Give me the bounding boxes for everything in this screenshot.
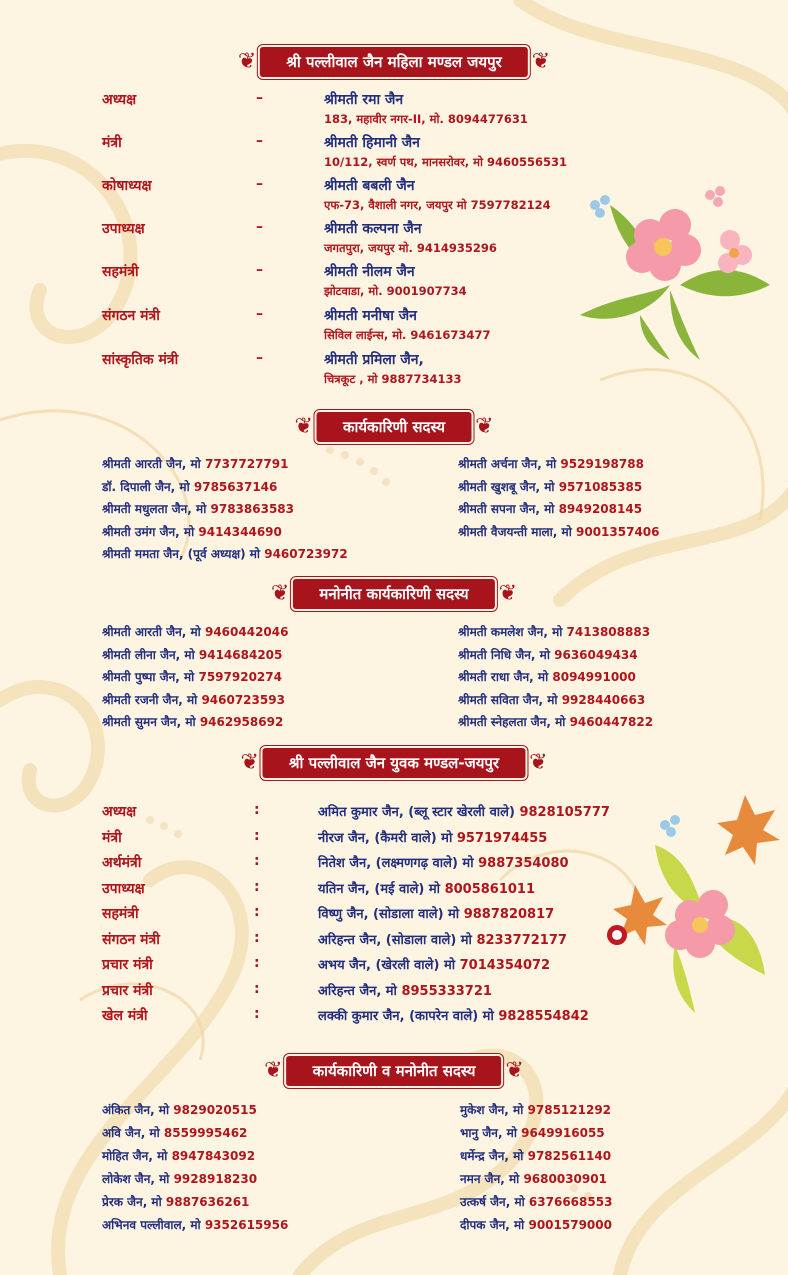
yuvak-officer-row <box>0 828 788 852</box>
section-title: श्री पल्लीवाल जैन महिला मण्डल जयपुर <box>260 47 527 77</box>
officer-role: सहमंत्री <box>102 264 139 280</box>
member-phone: 7413808883 <box>566 625 651 639</box>
member-entry <box>102 478 277 495</box>
section-banner-karyakarini-manonit <box>260 1053 528 1089</box>
officer-role: प्रचार मंत्री <box>102 982 153 999</box>
member-entry <box>102 455 288 472</box>
ornament-right-icon: ❦ <box>475 414 494 439</box>
member-entry <box>458 623 650 640</box>
ornament-right-icon: ❦ <box>498 581 518 606</box>
flower-bouquet-illustration <box>570 165 780 365</box>
member-entry <box>102 646 282 663</box>
member-entry <box>460 1101 611 1118</box>
officer-name <box>318 904 554 922</box>
officer-name <box>318 955 550 973</box>
separator: : <box>254 827 260 844</box>
member-name: श्रीमती पुष्पा जैन, मो <box>102 670 195 684</box>
member-phone: 9785121292 <box>527 1103 612 1117</box>
member-entry <box>458 646 638 663</box>
member-name: श्रीमती अर्चना जैन, मो <box>458 457 557 471</box>
officer-address: जगतपुरा, जयपुर मो. 9414935296 <box>324 241 497 255</box>
member-name: उत्कर्ष जैन, मो <box>460 1195 525 1209</box>
section-title: श्री पल्लीवाल जैन युवक मण्डल-जयपुर <box>263 748 525 778</box>
officer-role: सांस्कृतिक मंत्री <box>102 352 179 368</box>
officer-address: सिविल लाईन्स, मो. 9461673477 <box>324 328 491 342</box>
separator: – <box>256 90 263 106</box>
member-name: धर्मेन्द्र जैन, मो <box>460 1149 524 1163</box>
officer-phone: 9887354080 <box>478 856 569 871</box>
member-name: दीपक जैन, मो <box>460 1218 525 1232</box>
officer-address: 10/112, स्वर्ण पथ, मानसरोवर, मो 9460556531 <box>324 155 568 169</box>
officer-role: खेल मंत्री <box>102 1008 148 1024</box>
member-entry <box>460 1147 611 1164</box>
member-phone: 9001579000 <box>528 1218 612 1232</box>
member-phone: 8947843092 <box>171 1149 256 1163</box>
section-banner-mahila-mandal <box>234 44 554 80</box>
member-name: नमन जैन, मो <box>460 1172 520 1186</box>
officer-address: एफ-73, वैशाली नगर, जयपुर मो 7597782124 <box>324 198 551 212</box>
separator: – <box>256 350 263 366</box>
officer-role: उपाध्यक्ष <box>102 221 145 237</box>
officer-name: श्रीमती कल्पना जैन <box>324 221 422 237</box>
officer-name-text: अरिहन्त जैन, (सोडाला वाले) मो <box>318 932 472 948</box>
separator: : <box>254 802 260 818</box>
member-name: श्रीमती स्नेहलता जैन, मो <box>458 715 566 729</box>
member-phone: 9783863583 <box>210 502 294 516</box>
member-name: श्रीमती रजनी जैन, मो <box>102 692 198 707</box>
officer-name: श्रीमती हिमानी जैन <box>324 135 420 151</box>
member-phone: 9352615956 <box>204 1218 289 1232</box>
member-name: श्रीमती आरती जैन, मो <box>102 625 201 639</box>
yuvak-officer-row <box>0 853 788 877</box>
member-entry <box>102 1170 257 1187</box>
officer-role: उपाध्यक्ष <box>102 880 145 897</box>
member-entry <box>102 1216 288 1233</box>
officer-name: श्रीमती बबली जैन <box>324 178 415 194</box>
officer-name-text: विष्णु जैन, (सोडाला वाले) मो <box>318 907 460 922</box>
member-entry <box>102 1101 257 1118</box>
member-phone: 9887636261 <box>165 1195 250 1209</box>
member-entry <box>458 455 644 472</box>
member-name: अवि जैन, मो <box>102 1126 160 1140</box>
member-entry <box>102 713 283 730</box>
member-name: श्रीमती आरती जैन, मो <box>102 457 201 471</box>
member-phone: 9460442046 <box>204 625 289 639</box>
member-name: श्रीमती मधुलता जैन, मो <box>102 502 207 516</box>
officer-role: अध्यक्ष <box>102 92 137 108</box>
officer-name <box>318 879 535 897</box>
separator: : <box>254 955 260 971</box>
member-entry <box>460 1193 612 1210</box>
officer-name <box>318 802 610 820</box>
member-phone: 7597920274 <box>198 670 282 684</box>
member-name: श्रीमती सुमन जैन, मो <box>102 715 196 729</box>
officer-name: श्रीमती प्रमिला जैन, <box>324 352 424 368</box>
officer-name <box>318 981 492 999</box>
member-phone: 9928918230 <box>173 1172 258 1186</box>
officer-address: 183, महावीर नगर-II, मो. 8094477631 <box>324 112 528 126</box>
officer-role: मंत्री <box>102 135 122 151</box>
ornament-left-icon: ❦ <box>294 414 313 439</box>
yuvak-officer-row <box>0 955 788 979</box>
separator: : <box>254 980 260 997</box>
officer-address: झोटवाडा, मो. 9001907734 <box>324 284 467 298</box>
ornament-right-icon: ❦ <box>529 750 548 775</box>
member-name: मोहित जैन, मो <box>102 1149 168 1163</box>
officer-name-text: नितेश जैन, (लक्ष्मणगढ़ वाले) मो <box>318 856 474 871</box>
officer-name-text: यतिन जैन, (मई वाले) मो <box>318 881 441 897</box>
member-entry <box>102 500 294 517</box>
section-title: मनोनीत कार्यकारिणी सदस्य <box>293 579 494 609</box>
officer-role: सहमंत्री <box>102 906 139 922</box>
member-phone: 9001357406 <box>576 524 660 539</box>
officer-address: चित्रकूट , मो 9887734133 <box>324 372 462 386</box>
member-phone: 9829020515 <box>173 1103 257 1117</box>
separator: – <box>256 219 263 235</box>
member-entry <box>102 1193 249 1210</box>
separator: – <box>256 306 263 322</box>
member-name: डॉ. दिपाली जैन, मो <box>102 479 190 494</box>
member-entry <box>458 668 636 685</box>
member-phone: 9460723593 <box>201 692 285 707</box>
member-entry <box>102 545 348 562</box>
member-entry <box>102 1147 255 1164</box>
section-banner-karyakarini <box>291 409 498 445</box>
officer-role: संगठन मंत्री <box>102 931 160 948</box>
officer-name <box>318 853 569 871</box>
ornament-left-icon: ❦ <box>264 1058 283 1083</box>
officer-role: अध्यक्ष <box>102 804 137 820</box>
member-entry <box>458 713 653 730</box>
ornament-left-icon: ❦ <box>237 49 257 74</box>
officer-name <box>318 930 567 948</box>
member-entry <box>102 668 282 685</box>
member-name: अभिनव पल्लीवाल, मो <box>102 1218 201 1232</box>
member-name: श्रीमती उमंग जैन, मो <box>102 524 195 539</box>
member-entry <box>102 691 285 708</box>
officer-name-text: अभय जैन, (खेरली वाले) मो <box>318 958 456 973</box>
member-name: श्रीमती ममता जैन, (पूर्व अध्यक्ष) मो <box>102 547 261 561</box>
member-name: अंकित जैन, मो <box>102 1103 170 1117</box>
ornament-left-icon: ❦ <box>240 750 259 775</box>
officer-name-text: लक्की कुमार जैन, (कापरेन वाले) मो <box>318 1009 494 1024</box>
member-phone: 9462958692 <box>199 715 284 729</box>
separator: – <box>256 262 263 278</box>
member-phone: 9928440663 <box>561 692 646 707</box>
member-phone: 7737727791 <box>204 457 289 471</box>
officer-phone: 8233772177 <box>476 932 567 948</box>
section-banner-manonit <box>267 576 521 612</box>
member-phone: 9460447822 <box>569 715 654 729</box>
member-entry <box>458 691 645 708</box>
ornament-left-icon: ❦ <box>270 581 290 606</box>
separator: – <box>256 133 263 149</box>
yuvak-officer-row <box>0 981 788 1005</box>
officer-phone: 9828105777 <box>519 805 610 820</box>
member-entry <box>460 1216 612 1233</box>
yuvak-officer-row <box>0 802 788 826</box>
member-name: श्रीमती वैजयन्ती माला, मो <box>458 524 572 539</box>
officer-name-text: नीरज जैन, (कैमरी वाले) मो <box>318 830 453 846</box>
officer-role: संगठन मंत्री <box>102 308 160 324</box>
member-phone: 9460723972 <box>264 547 348 561</box>
separator: : <box>254 853 260 869</box>
member-phone: 9785637146 <box>193 479 278 494</box>
section-title: कार्यकारिणी सदस्य <box>317 412 471 442</box>
separator: : <box>254 904 260 920</box>
officer-role: कोषाध्यक्ष <box>102 178 152 194</box>
member-entry <box>460 1124 605 1141</box>
separator: – <box>256 176 263 192</box>
ornament-right-icon: ❦ <box>505 1058 524 1083</box>
member-entry <box>102 1124 247 1141</box>
officer-role: मंत्री <box>102 829 122 846</box>
member-name: भानु जैन, मो <box>460 1126 517 1140</box>
member-name: लोकेश जैन, मो <box>102 1172 170 1186</box>
officer-name: श्रीमती नीलम जैन <box>324 264 415 280</box>
member-phone: 9529198788 <box>560 457 644 471</box>
member-phone: 9636049434 <box>554 647 638 662</box>
member-name: श्रीमती निधि जैन, मो <box>458 647 550 662</box>
officer-phone: 9887820817 <box>463 907 555 922</box>
officer-name-text: अमित कुमार जैन, (ब्लू स्टार खेरली वाले) <box>318 805 515 820</box>
officer-phone: 8005861011 <box>444 881 536 897</box>
ornament-right-icon: ❦ <box>531 49 551 74</box>
member-name: मुकेश जैन, मो <box>460 1103 524 1117</box>
member-phone: 8559995462 <box>163 1126 248 1140</box>
member-entry <box>460 1170 607 1187</box>
section-banner-yuvak-mandal <box>236 745 551 781</box>
officer-phone: 8955333721 <box>401 983 492 999</box>
yuvak-officer-row <box>0 879 788 903</box>
officer-name <box>318 1006 589 1024</box>
member-name: श्रीमती राधा जैन, मो <box>458 670 549 684</box>
member-phone: 6376668553 <box>528 1195 613 1209</box>
member-phone: 9649916055 <box>521 1126 605 1140</box>
member-phone: 9414684205 <box>198 647 283 662</box>
member-phone: 9571085385 <box>558 479 643 494</box>
member-name: श्रीमती खुशबू जैन, मो <box>458 479 555 494</box>
member-name: श्रीमती कमलेश जैन, मो <box>458 625 563 639</box>
officer-name: श्रीमती मनीषा जैन <box>324 308 417 324</box>
officer-phone: 9571974455 <box>456 830 548 846</box>
member-entry <box>458 523 660 540</box>
member-name: श्रीमती लीना जैन, मो <box>102 647 195 662</box>
member-name: प्रेरक जैन, मो <box>102 1195 162 1209</box>
member-phone: 9782561140 <box>527 1149 612 1163</box>
member-name: श्रीमती सपना जैन, मो <box>458 502 555 516</box>
separator: : <box>254 929 260 946</box>
section-title: कार्यकारिणी व मनोनीत सदस्य <box>287 1056 502 1086</box>
member-phone: 8094991000 <box>552 670 636 684</box>
member-phone: 9680030901 <box>523 1172 607 1186</box>
officer-phone: 9828554842 <box>498 1009 589 1024</box>
member-entry <box>458 478 642 495</box>
separator: : <box>254 878 260 895</box>
yuvak-officer-row <box>0 1006 788 1030</box>
member-entry <box>458 500 642 517</box>
separator: : <box>254 1006 260 1022</box>
officer-name-text: अरिहन्त जैन, मो <box>318 983 397 999</box>
officer-name: श्रीमती रमा जैन <box>324 92 404 108</box>
yuvak-officer-row <box>0 904 788 928</box>
officer-phone: 7014354072 <box>459 958 551 973</box>
member-phone: 9414344690 <box>198 524 282 539</box>
member-name: श्रीमती सविता जैन, मो <box>458 692 558 707</box>
yuvak-officer-row <box>0 930 788 954</box>
officer-name <box>318 828 547 846</box>
officer-role: अर्थमंत्री <box>102 855 142 871</box>
officer-role: प्रचार मंत्री <box>102 957 153 973</box>
member-phone: 8949208145 <box>558 502 643 516</box>
member-entry <box>102 523 282 540</box>
member-entry <box>102 623 288 640</box>
